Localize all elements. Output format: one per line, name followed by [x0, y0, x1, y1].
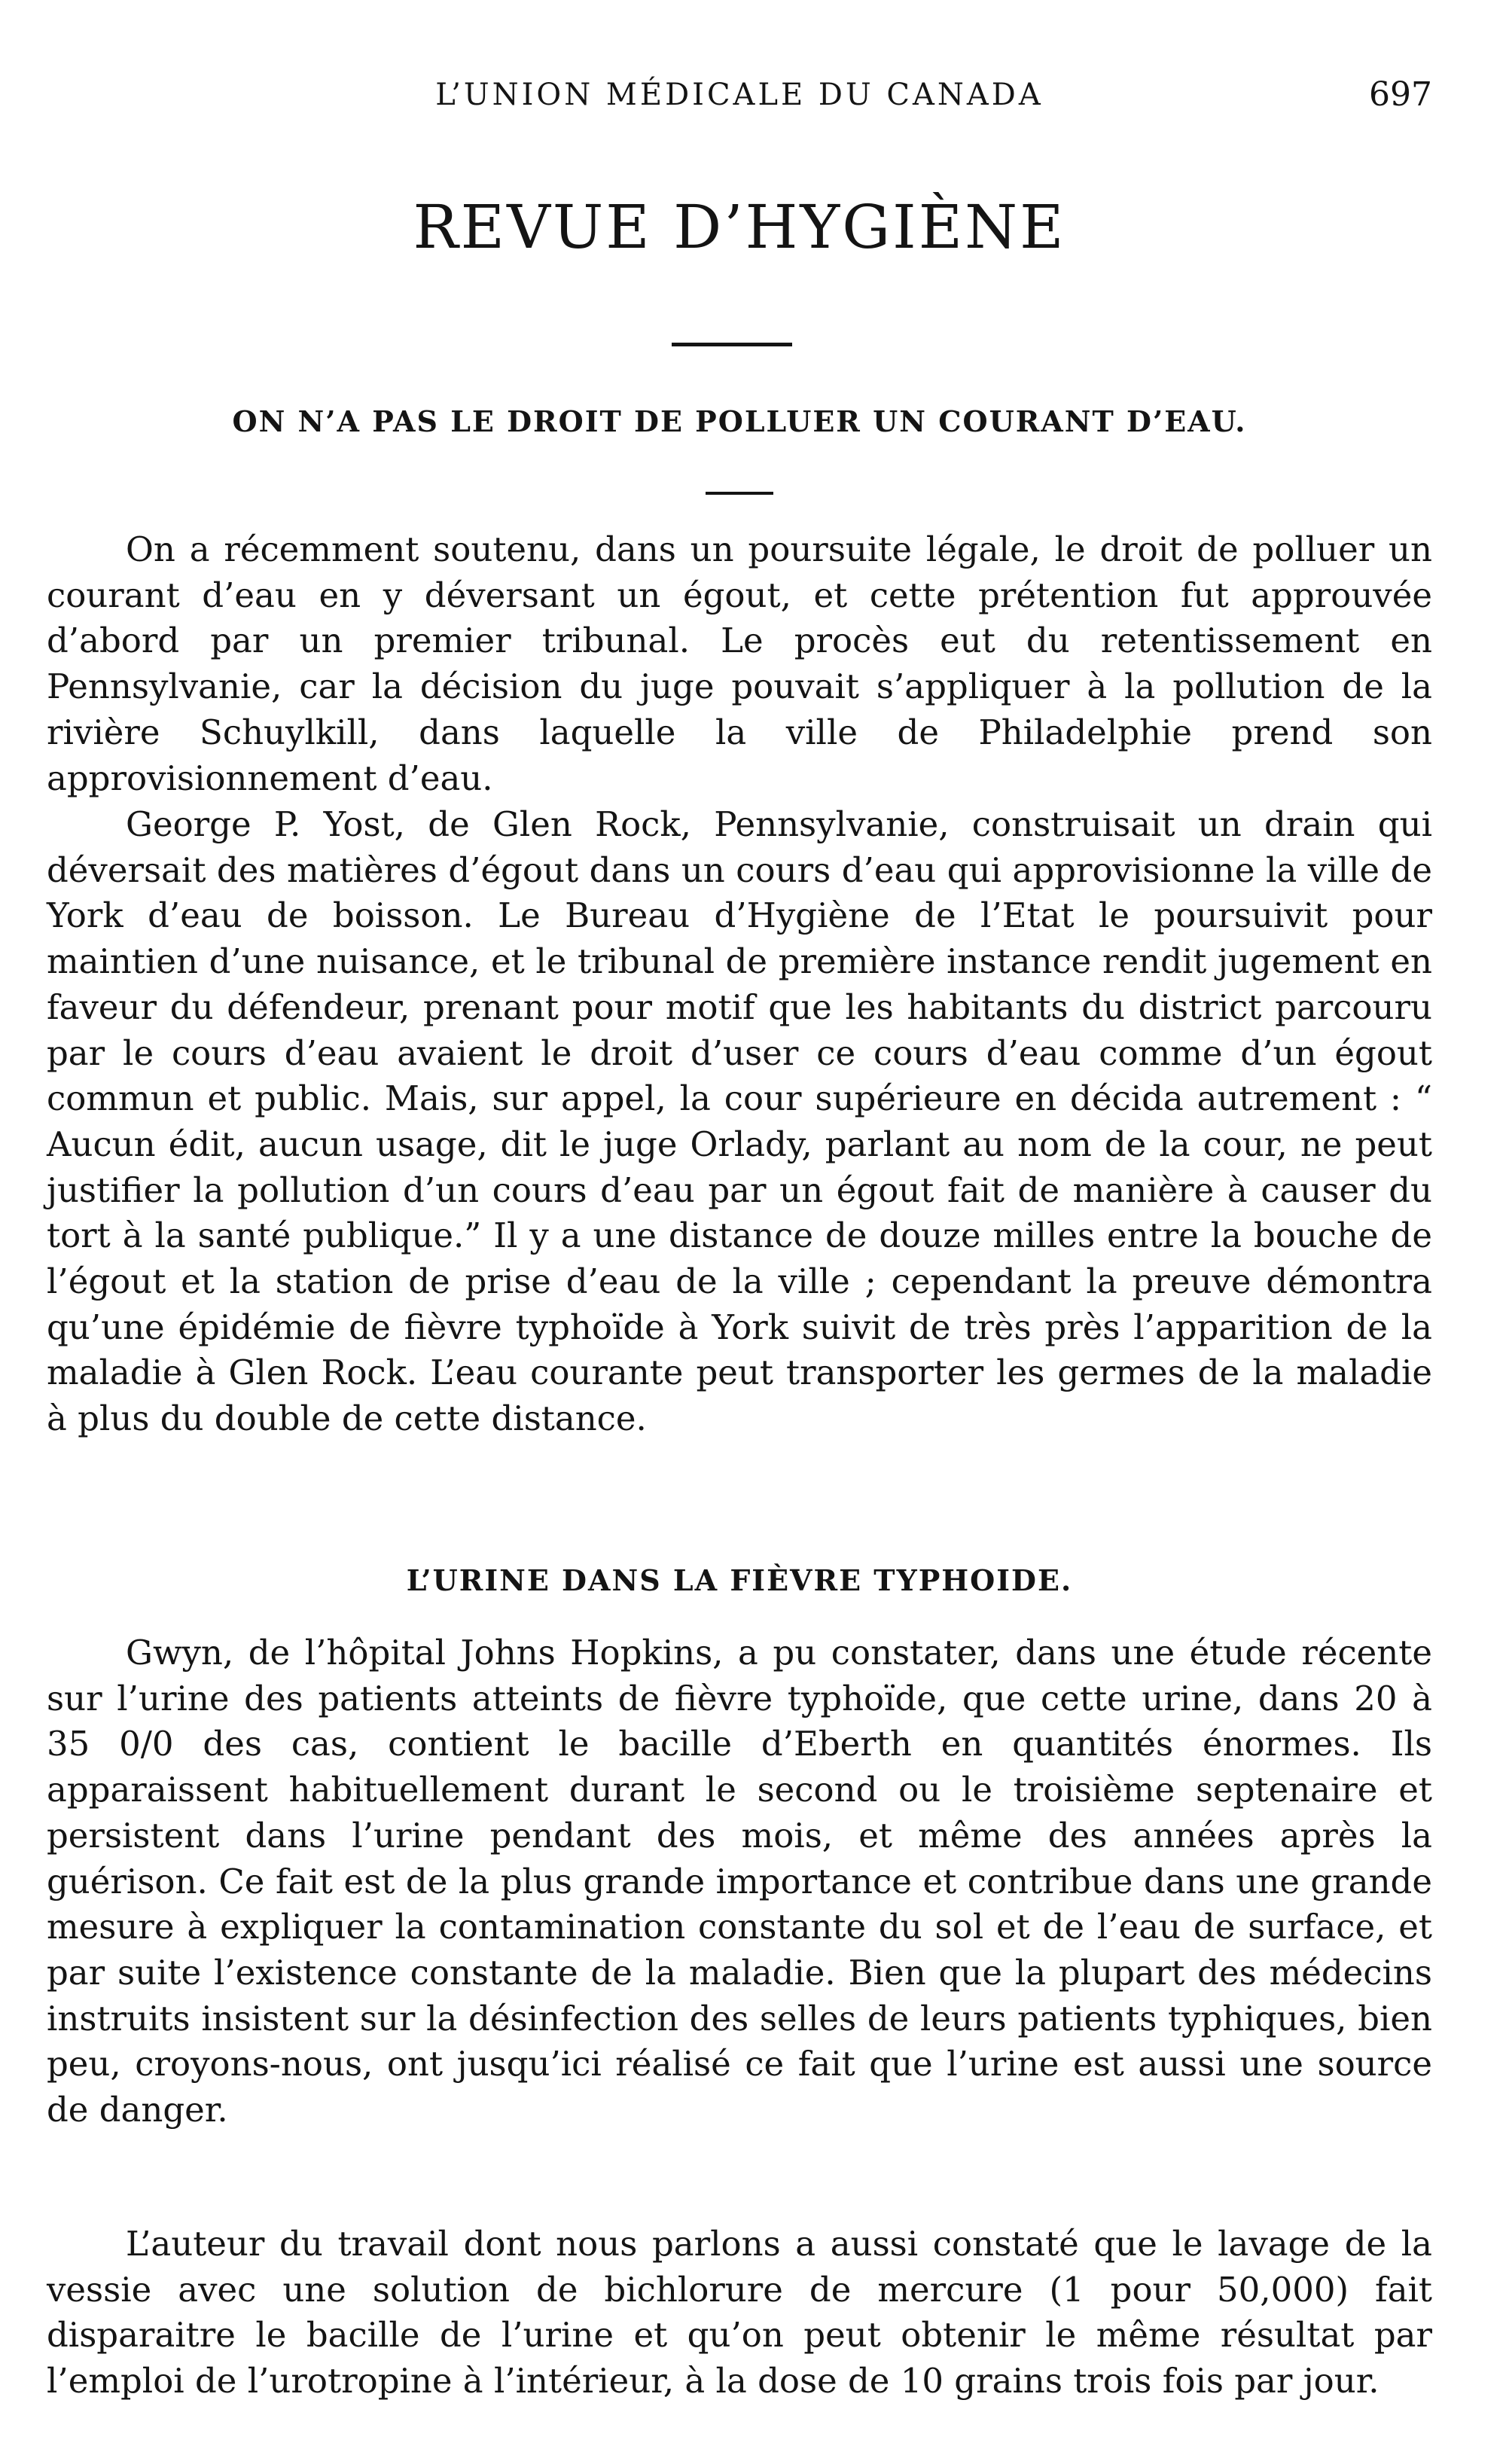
journal-title: L’UNION MÉDICALE DU CANADA: [435, 78, 1044, 112]
article-heading: ON N’A PAS LE DROIT DE POLLUER UN COURANT D’EAU.: [232, 404, 1247, 438]
article-paragraph: On a récemment soutenu, dans un poursuite légale, le droit de polluer un courant d’eau en y déversant un égout, et cette prétention fut approuvée d’abord par un premier tribunal. Le procès eut du retentissement en Pennsylvanie, car la décision du juge pouvait s’appliquer à la pollution de la rivière Schuylkill, dans laquelle la ville de Philadelphie prend son approvisionnement d’eau.: [47, 529, 1432, 798]
article-paragraph: George P. Yost, de Glen Rock, Pennsylvanie, construisait un drain qui déversait des matières d’égout dans un cours d’eau qui approvisionne la ville de York d’eau de boisson. Le Bureau d’Hygiène de l’Etat le poursuivit pour maintien d’une nuisance, et le tribunal de première instance rendit jugement en faveur du défendeur, prenant pour motif que les habitants du district parcouru par le cours d’eau avaient le droit d’user ce cours d’eau comme d’un égout commun et public. Mais, sur appel, la cour supérieure en décida autrement : “ Aucun édit, aucun usage, dit le juge Orlady, parlant au nom de la cour, ne peut justifier la pollution d’un cours d’eau par un égout fait de manière à causer du tort à la santé publique.” Il y a une distance de douze milles entre la bouche de l’égout et la station de prise d’eau de la ville ; cependant la preuve démontra qu’une épidémie de fièvre typhoïde à York suivit de très près l’apparition de la maladie à Glen Rock. L’eau courante peut transporter les germes de la maladie à plus du double de cette distance.: [47, 804, 1432, 1439]
article-heading: L’URINE DANS LA FIÈVRE TYPHOIDE.: [406, 1563, 1073, 1597]
article-paragraph: L’auteur du travail dont nous parlons a aussi constaté que le lavage de la vessie avec une solution de bichlorure de mercure (1 pour 50,000) fait disparaitre le bacille de l’urine et qu’on peut obtenir le même résultat par l’emploi de l’urotropine à l’intérieur, à la dose de 10 grains trois fois par jour.: [47, 2224, 1432, 2401]
heading-divider: [706, 492, 773, 495]
page-number: 697: [1369, 75, 1432, 114]
title-divider: [672, 343, 792, 346]
document-page: [47, 0, 1432, 2464]
section-title: REVUE D’HYGIÈNE: [413, 192, 1066, 262]
article-paragraph: Gwyn, de l’hôpital Johns Hopkins, a pu constater, dans une étude récente sur l’urine des patients atteints de fièvre typhoïde, que cette urine, dans 20 à 35 0/0 des cas, contient le bacille d’Eberth en quantités énormes. Ils apparaissent habituellement durant le second ou le troisième septenaire et persistent dans l’urine pendant des mois, et même des années après la guérison. Ce fait est de la plus grande importance et contribue dans une grande mesure à expliquer la contamination constante du sol et de l’eau de surface, et par suite l’existence constante de la maladie. Bien que la plupart des médecins instruits insistent sur la désinfection des selles de leurs patients typhiques, bien peu, croyons-nous, ont jusqu’ici réalisé ce fait que l’urine est aussi une source de danger.: [47, 1633, 1432, 2130]
running-header: [47, 72, 1432, 117]
